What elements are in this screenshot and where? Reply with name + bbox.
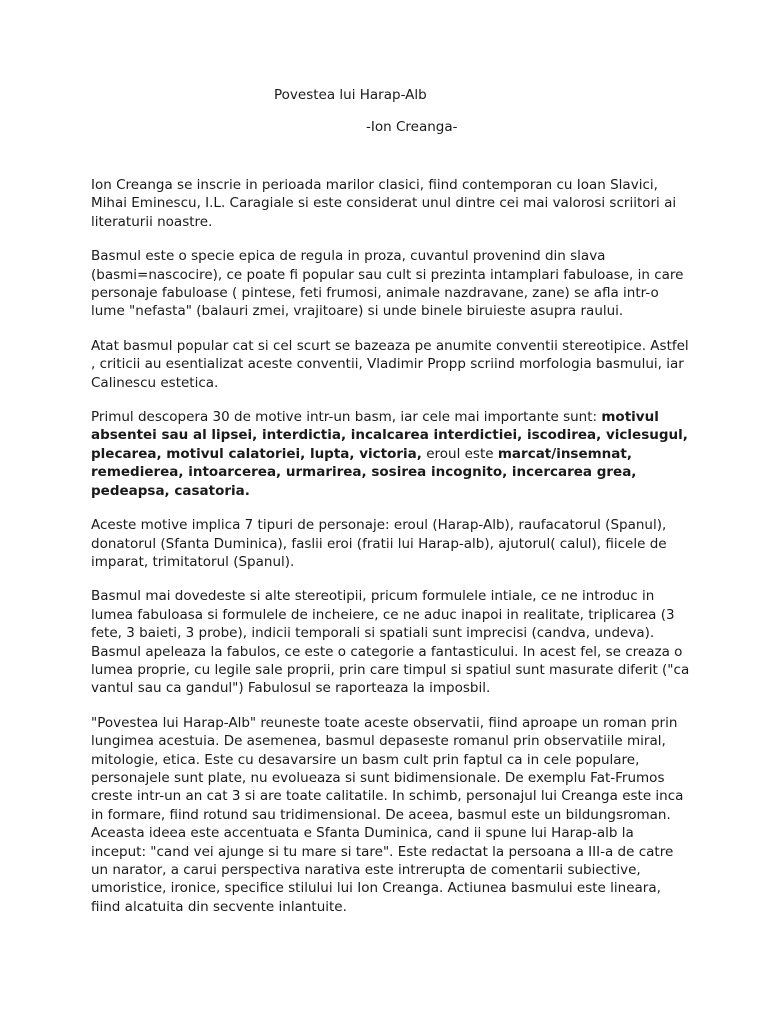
paragraph: Basmul este o specie epica de regula in proza, cuvantul provenind din slava (basmi=nascocire), ce poate fi popular sau cult si prezinta intamplari fabuloase, in care personaje fabuloase ( pintese, feti frumosi, animale nazdravane, zane) se afla intr-o lume "nefasta" (balauri zmei, vrajitoare) si unde binele biruieste asupra raului. bbox=[91, 248, 684, 320]
paragraph-motifs bbox=[91, 408, 691, 500]
paragraph: "Povestea lui Harap-Alb" reuneste toate aceste observatii, fiind aproape un roman prin lungimea acestuia. De asemenea, basmul depaseste romanul prin observatiile miral, mitologie, etica. Este cu desavarsire un basm cult prin faptul ca in cele populare, personajele sunt plate, nu evolueaza si sunt bidimensionale. De exemplu Fat-Frumos creste intr-un an cat 3 si are toate calitatile. In schimb, personajul lui Creanga este inca in formare, fiind rotund sau tridimensional. De aceea, basmul este un bildungsroman. Aceasta ideea este accentuata e Sfanta Duminica, cand ii spune lui Harap-alb la inceput: "cand vei ajunge si tu mare si tare". Este redactat la persoana a III-a de catre un narator, a carui perspectiva narativa este intrerupta de comentarii subiective, umoristice, ironice, specifice stilului lui Ion Creanga. Actiunea basmului este lineara, fiind alcatuita din secvente inlantuite. bbox=[91, 714, 684, 915]
bold-motifs-list: motivul absentei sau al lipsei, interdictia, incalcarea interdictiei, iscodirea, viclesugul, plecarea, motivul calatoriei, lupta, victoria, bbox=[91, 409, 688, 462]
paragraph: Ion Creanga se inscrie in perioada marilor clasici, fiind contemporan cu Ioan Slavici, Mihai Eminescu, I.L. Caragiale si este considerat unul dintre cei mai valorosi scriitori ai literaturii noastre. bbox=[91, 177, 677, 230]
document-author: -Ion Creanga- bbox=[366, 119, 458, 135]
paragraph-text: eroul este bbox=[421, 445, 498, 462]
bold-motifs-list: marcat/insemnat, remedierea, intoarcerea, urmarirea, sosirea incognito, incercarea grea, pedeapsa, casatoria. bbox=[91, 445, 637, 499]
paragraph-text: Primul descopera 30 de motive intr-un basm, iar cele mai importante sunt: bbox=[91, 409, 602, 426]
paragraph: Aceste motive implica 7 tipuri de personaje: eroul (Harap-Alb), raufacatorul (Spanul), donatorul (Sfanta Duminica), faslii eroi (fratii lui Harap-alb), ajutorul( calul), fiicele de imparat, trimitatorul (Spanul). bbox=[91, 517, 667, 570]
document-title: Povestea lui Harap-Alb bbox=[274, 87, 427, 103]
paragraph: Basmul mai dovedeste si alte stereotipii, pricum formulele intiale, ce ne introduc in lumea fabuloasa si formulele de incheiere, ce ne aduc inapoi in realitate, triplicarea (3 fete, 3 baieti, 3 probe), indicii temporali si spatiali sunt imprecisi (candva, undeva). Basmul apeleaza la fabulos, ce este o categorie a fantasticului. In acest fel, se creaza o lumea proprie, cu legile sale proprii, prin care timpul si spatiul sunt masurate diferit ("ca vantul sau ca gandul") Fabulosul se raporteaza la imposbil. bbox=[91, 588, 690, 697]
paragraph: Atat basmul popular cat si cel scurt se bazeaza pe anumite conventii stereotipice. Astfel , criticii au esentializat aceste conventii, Vladimir Propp scriind morfologia basmului, iar Calinescu estetica. bbox=[91, 337, 689, 391]
document-body bbox=[91, 176, 691, 932]
